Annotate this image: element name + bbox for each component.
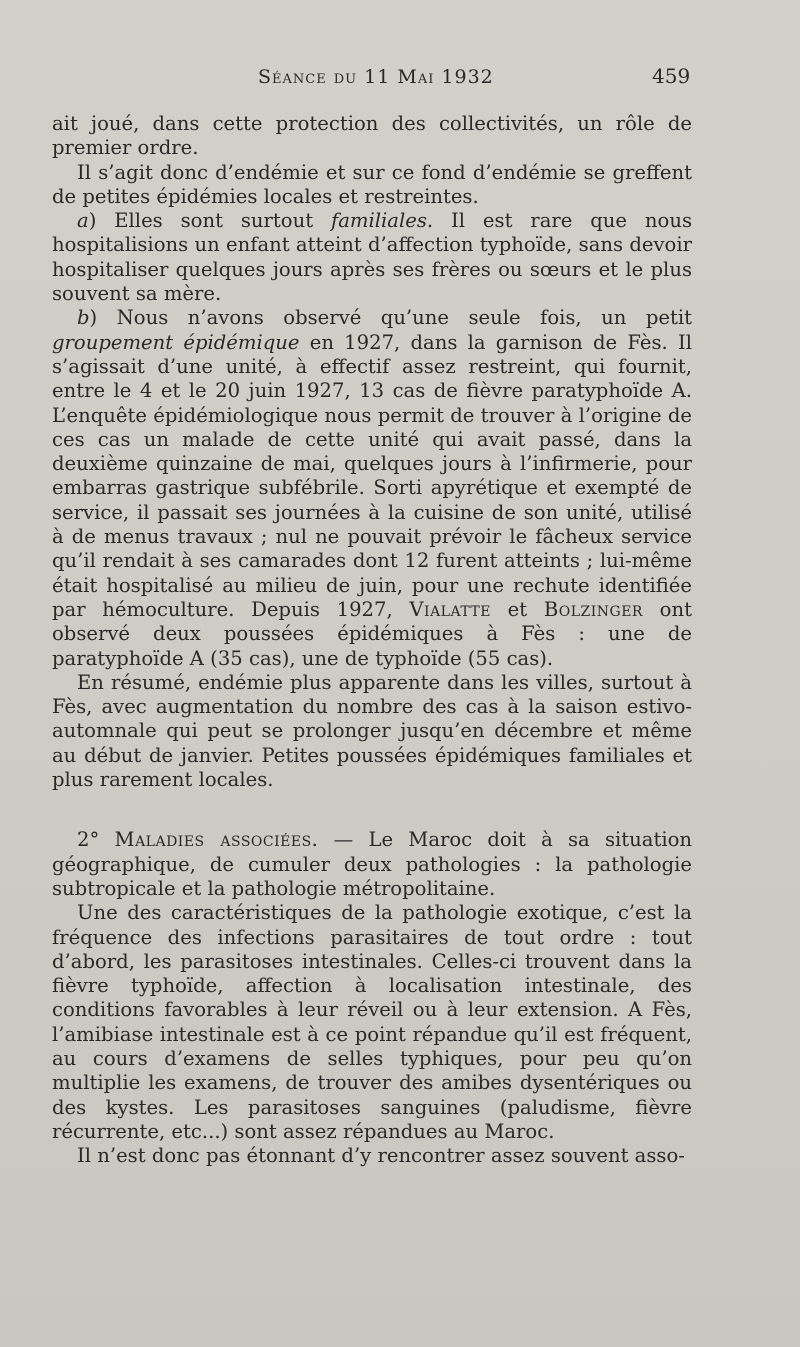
- emphasis-groupement: groupement épidémique: [52, 330, 300, 354]
- emphasis-familiales: familiales: [330, 209, 427, 233]
- paragraph-maladies-associees: 2° Maladies associées. — Le Maroc doit à sa situation géographique, de cumuler deux pathologies : la pathologie subtropicale et la pathologie métropolitaine.: [52, 828, 692, 900]
- section-gap: [52, 792, 692, 828]
- page-number: 459: [652, 64, 691, 88]
- paragraph-endemie: Il s’agit donc d’endémie et sur ce fond d’endémie se greffent de petites épidémies locales et restreintes.: [52, 160, 692, 208]
- paragraph-b-groupement: b) Nous n’avons observé qu’une seule fois, un petit groupement épidémique en 1927, dans la garnison de Fès. Il s’agissait d’une unité, à effectif assez restreint, qui fournit, entre le 4 et le 20 juin 1927, 13 cas de fièvre paratyphoïde A. L’enquête épidémiologique nous permit de trouver à l’origine de ces cas un malade de cette unité qui avait passé, dans la deuxième quinzaine de mai, quelques jours à l’infirmerie, pour embarras gastrique subfébrile. Sorti apyrétique et exempté de service, il passait ses journées à la cuisine de son unité, utilisé à de menus travaux ; nul ne pouvait prévoir le fâcheux service qu’il rendait à ses camarades dont 12 furent atteints ; lui-même était hospitalisé au milieu de juin, pour une rechute identifiée par hémoculture. Depuis 1927, Vialatte et Bolzinger ont observé deux poussées épidémiques à Fès : une de paratyphoïde A (35 cas), une de typhoïde (55 cas).: [52, 306, 692, 670]
- author-name: Vialatte: [409, 597, 491, 621]
- paragraph-pathologie-exotique: Une des caractéristiques de la pathologie exotique, c’est la fréquence des infections parasitaires de tout ordre : tout d’abord, les parasitoses intestinales. Celles-ci trouvent dans la fièvre typhoïde, affection à localisation intestinale, des conditions favorables à leur réveil ou à leur extension. A Fès, l’amibiase intestinale est à ce point répandue qu’il est fréquent, au cours d’examens de selles typhiques, pour peu qu’on multiplie les examens, de trouver des amibes dysentériques ou des kystes. Les parasitoses sanguines (paludisme, fièvre récurrente, etc...) sont assez répandues au Maroc.: [52, 901, 692, 1143]
- body-text: [52, 112, 692, 1168]
- author-name: Bolzinger: [543, 597, 643, 621]
- running-title: Séance du 11 Mai 1932: [258, 66, 494, 88]
- page-header: [0, 62, 800, 92]
- paragraph-continuation: ait joué, dans cette protection des collectivités, un rôle de premier ordre.: [52, 112, 692, 160]
- paragraph-associations: Il n’est donc pas étonnant d’y rencontrer assez souvent asso-: [77, 1144, 685, 1168]
- paragraph-a-familiales: a) Elles sont surtout familiales. Il est rare que nous hospitalisions un enfant atteint d’affection typhoïde, sans devoir hospitaliser quelques jours après ses frères ou sœurs et le plus souvent sa mère.: [52, 209, 692, 306]
- paragraph-resume: En résumé, endémie plus apparente dans les villes, surtout à Fès, avec augmentation du nombre des cas à la saison estivo-automnale qui peut se prolonger jusqu’en décembre et même au début de janvier. Petites poussées épidémiques familiales et plus rarement locales.: [52, 670, 692, 792]
- section-heading: Maladies associées.: [114, 828, 319, 852]
- list-marker-b: b: [77, 306, 90, 330]
- list-marker-a: a: [77, 209, 89, 233]
